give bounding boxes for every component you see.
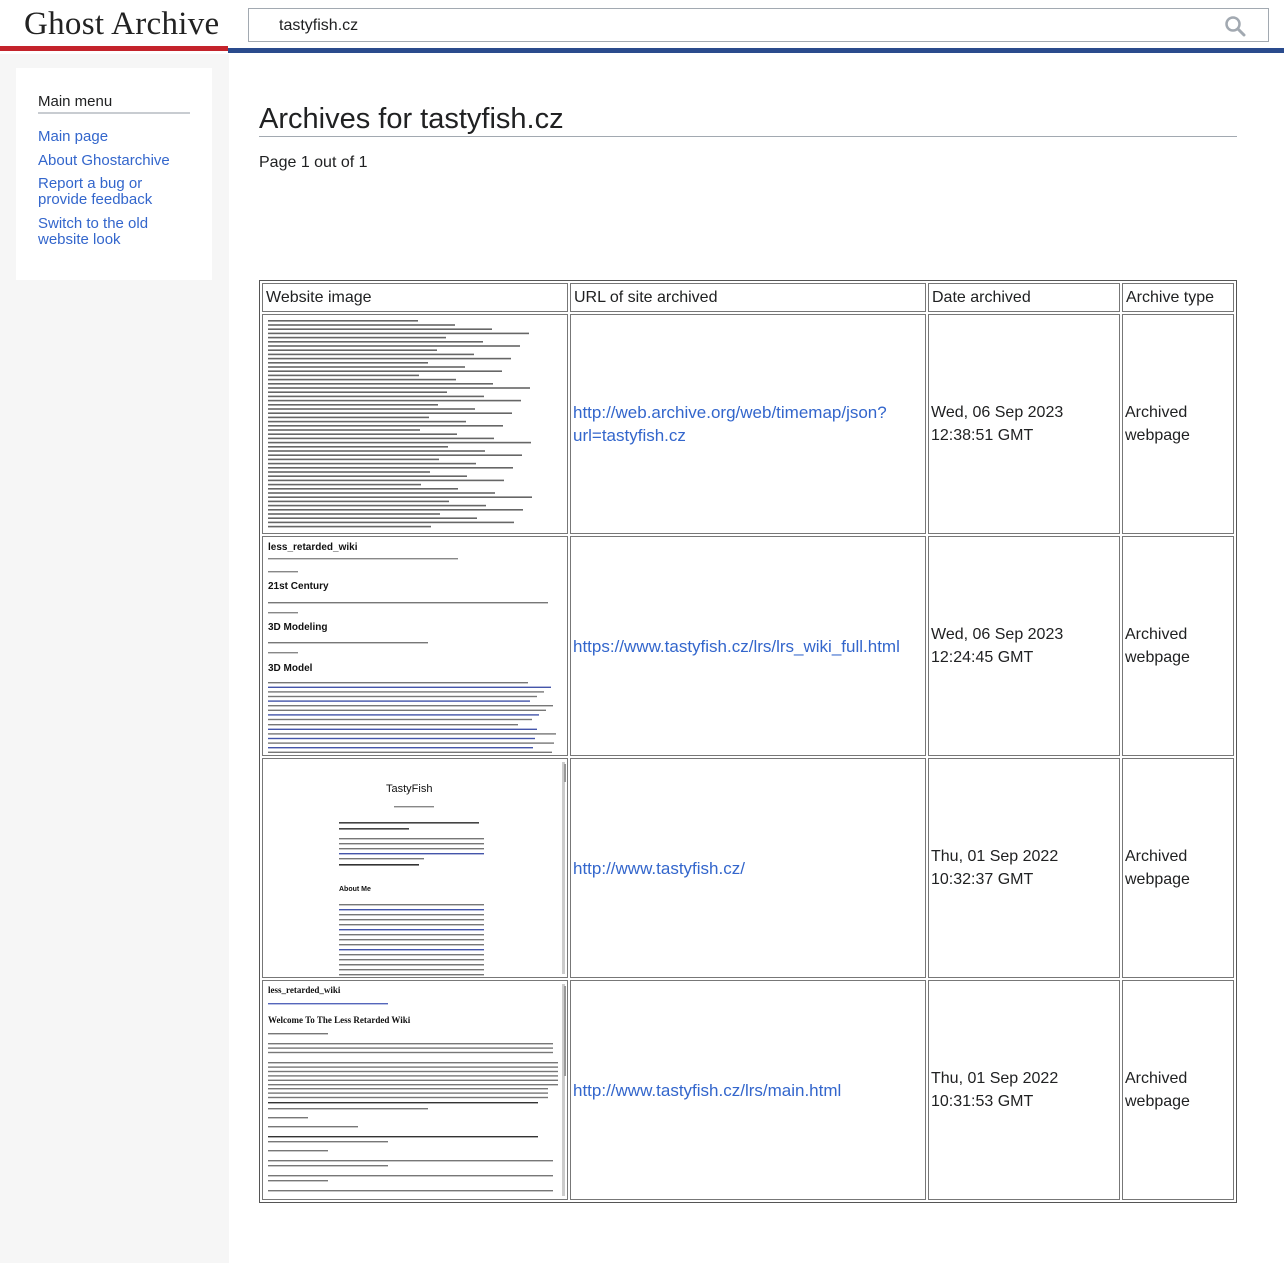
thumb-text-line (339, 954, 484, 955)
thumb-text-line (339, 909, 484, 910)
site-header (0, 0, 1284, 54)
thumb-text-line (339, 822, 479, 824)
thumb-wiki-title: less_retarded_wiki (268, 985, 341, 995)
thumb-text-line (339, 964, 484, 965)
thumb-text-line (394, 806, 434, 807)
thumb-text-line (268, 1165, 388, 1166)
thumb-text-line (268, 354, 474, 356)
thumb-text-line (268, 1117, 308, 1118)
url-cell (570, 758, 926, 978)
thumb-about-heading: About Me (339, 886, 371, 893)
thumb-text-line (268, 433, 457, 435)
thumb-text-line (268, 454, 522, 456)
thumb-text-line (339, 864, 419, 866)
thumb-text-line (268, 1102, 538, 1103)
thumb-text-line (339, 934, 484, 935)
thumb-text-line (268, 379, 456, 381)
thumb-text-line (268, 714, 539, 715)
logo-accent-bar (0, 46, 228, 51)
main-content (229, 54, 1284, 1263)
thumb-text-line (268, 370, 502, 372)
website-image-cell[interactable] (262, 314, 568, 534)
thumb-text-line (268, 442, 531, 444)
sidebar-item-old-look[interactable]: Switch to the old website look (38, 215, 149, 248)
table-row (262, 758, 1234, 978)
thumb-text-line (268, 396, 484, 398)
thumb-text-line (268, 1160, 553, 1161)
thumb-text-line (268, 738, 535, 739)
thumb-text-line (268, 438, 494, 440)
date-cell: Wed, 06 Sep 2023 12:38:51 GMT (928, 314, 1120, 534)
website-thumbnail[interactable] (264, 982, 566, 1198)
thumb-text-line (268, 733, 556, 734)
thumb-text-line (268, 571, 298, 572)
search-icon[interactable] (1224, 15, 1246, 37)
website-image-cell[interactable] (262, 758, 568, 978)
thumb-text-line (268, 488, 458, 490)
thumb-text-line (339, 959, 484, 960)
thumb-text-line (268, 1141, 388, 1142)
column-header-image: Website image (262, 283, 568, 312)
thumb-text-line (268, 509, 523, 511)
sidebar-item-main-page[interactable]: Main page (38, 128, 109, 145)
thumb-text-line (268, 1092, 548, 1093)
thumb-text-line (268, 471, 430, 473)
thumb-text-line (268, 1180, 328, 1181)
thumb-text-line (268, 696, 537, 697)
thumb-text-line (339, 939, 484, 940)
thumb-text-line (268, 496, 532, 498)
thumb-text-line (268, 719, 532, 720)
thumb-text-line (268, 417, 429, 419)
thumb-text-line (268, 1003, 388, 1004)
thumb-text-line (268, 358, 511, 360)
table-row (262, 980, 1234, 1200)
thumb-text-line (268, 400, 521, 402)
thumb-text-line (268, 412, 512, 414)
thumb-text-line (268, 682, 528, 683)
thumb-text-line (268, 687, 551, 688)
thumb-text-line (339, 838, 484, 839)
thumb-heading-2: 3D Modeling (268, 622, 328, 633)
thumb-text-line (268, 612, 298, 613)
archives-table (259, 280, 1237, 1203)
thumb-text-line (268, 1136, 538, 1137)
thumb-text-line (268, 742, 554, 743)
json-text-thumbnail (264, 316, 566, 532)
website-image-cell[interactable] (262, 980, 568, 1200)
table-row (262, 314, 1234, 534)
column-header-date: Date archived (928, 283, 1120, 312)
wiki-main-text-lines (264, 982, 566, 1198)
url-cell (570, 314, 926, 534)
thumb-text-line (268, 328, 492, 330)
thumb-text-line (268, 362, 428, 364)
thumb-text-line (268, 1062, 558, 1063)
thumb-text-line (268, 1126, 358, 1127)
thumb-text-line (268, 747, 533, 748)
thumb-text-line (268, 642, 428, 643)
thumb-text-line (268, 517, 477, 519)
thumb-text-line (268, 752, 552, 753)
thumb-text-line (339, 924, 484, 925)
thumb-text-line (268, 467, 513, 469)
thumb-text-line (339, 949, 484, 950)
thumb-text-line (268, 710, 546, 711)
thumb-text-line (268, 1084, 558, 1085)
thumb-text-line (268, 459, 439, 461)
archive-type-cell: Archived webpage (1122, 314, 1234, 534)
page-count: Page 1 out of 1 (259, 154, 368, 171)
thumb-text-line (339, 848, 484, 849)
thumb-site-title: TastyFish (386, 783, 433, 795)
sidebar-item-report-bug[interactable]: Report a bug or provide feedback (38, 175, 153, 208)
archived-url-link[interactable]: http://web.archive.org/web/timemap/json?url=tastyfish.cz (573, 403, 887, 445)
archived-url-link[interactable]: http://www.tastyfish.cz/ (573, 858, 745, 878)
thumb-text-line (268, 1150, 328, 1151)
thumb-text-line (268, 691, 544, 692)
thumb-text-line (268, 391, 447, 393)
thumb-text-line (268, 366, 465, 368)
thumb-text-line (268, 341, 483, 343)
thumb-heading-3: 3D Model (268, 663, 313, 674)
thumb-text-line (268, 1075, 558, 1076)
thumb-text-line (268, 526, 431, 528)
thumb-text-line (268, 724, 518, 725)
wiki-text-lines (264, 538, 566, 754)
thumb-text-line (268, 333, 529, 335)
thumb-wiki-title: less_retarded_wiki (268, 542, 358, 553)
thumb-text-line (268, 387, 530, 389)
thumb-text-line (562, 762, 565, 974)
thumb-text-line (339, 828, 409, 830)
thumb-text-line (339, 974, 484, 975)
column-header-url: URL of site archived (570, 283, 926, 312)
url-cell (570, 980, 926, 1200)
column-header-type: Archive type (1122, 283, 1234, 312)
thumb-text-line (268, 501, 449, 503)
thumb-text-line (268, 337, 446, 339)
thumb-text-line (339, 904, 484, 905)
thumb-text-line (268, 324, 455, 326)
thumb-text-line (268, 1047, 553, 1048)
homepage-text-lines (264, 760, 566, 976)
thumb-text-line (268, 1108, 428, 1109)
thumb-text-line (268, 705, 553, 706)
thumb-text-line (268, 492, 495, 494)
thumb-text-line (268, 1175, 553, 1176)
thumb-text-line (339, 919, 484, 920)
thumb-text-line (268, 484, 421, 486)
thumb-text-line (268, 1088, 548, 1089)
thumb-welcome-heading: Welcome To The Less Retarded Wiki (268, 1015, 411, 1025)
date-cell: Wed, 06 Sep 2023 12:24:45 GMT (928, 536, 1120, 756)
thumb-text-line (268, 404, 438, 406)
thumb-text-line (268, 1097, 548, 1098)
header-accent-bar (228, 48, 1284, 53)
table-header-row (262, 283, 1234, 312)
thumb-text-line (268, 1043, 553, 1044)
thumb-text-line (339, 969, 484, 970)
thumb-text-line (268, 408, 475, 410)
archive-type-cell: Archived webpage (1122, 980, 1234, 1200)
thumb-text-line (268, 522, 514, 524)
thumb-text-line (339, 858, 424, 859)
main-menu-heading: Main menu (38, 93, 190, 114)
site-logo[interactable]: Ghost Archive (24, 6, 220, 42)
table-row (262, 536, 1234, 756)
archive-type-cell: Archived webpage (1122, 536, 1234, 756)
thumb-text-line (268, 475, 467, 477)
thumb-text-line (268, 1080, 558, 1081)
thumb-text-line (268, 480, 504, 482)
thumb-text-line (268, 1071, 558, 1072)
archive-type-cell: Archived webpage (1122, 758, 1234, 978)
thumb-text-line (268, 345, 520, 347)
thumb-text-line (339, 843, 484, 844)
date-cell: Thu, 01 Sep 2022 10:31:53 GMT (928, 980, 1120, 1200)
thumb-text-line (268, 513, 440, 515)
thumb-text-line (268, 652, 298, 653)
url-cell (570, 536, 926, 756)
thumb-text-line (268, 729, 537, 730)
thumb-text-line (339, 914, 484, 915)
search-box[interactable] (248, 8, 1269, 42)
thumb-text-line (268, 450, 485, 452)
thumb-text-line (564, 764, 566, 782)
thumb-text-line (268, 429, 420, 431)
thumb-text-line (268, 463, 476, 465)
thumb-text-line (268, 1066, 558, 1067)
thumb-text-line (268, 421, 466, 423)
thumb-text-line (268, 425, 503, 427)
website-thumbnail[interactable] (264, 760, 566, 976)
website-image-cell[interactable] (262, 536, 568, 756)
thumb-text-line (339, 853, 484, 854)
thumb-text-line (268, 320, 418, 322)
sidebar (16, 68, 212, 280)
thumb-text-line (268, 558, 458, 559)
thumb-text-line (268, 1052, 553, 1053)
archived-url-link[interactable]: https://www.tastyfish.cz/lrs/lrs_wiki_full.html (573, 636, 900, 656)
thumb-text-line (268, 375, 419, 377)
thumb-text-line (268, 700, 530, 701)
date-cell: Thu, 01 Sep 2022 10:32:37 GMT (928, 758, 1120, 978)
archived-url-link[interactable]: http://www.tastyfish.cz/lrs/main.html (573, 1080, 842, 1100)
thumb-text-line (339, 929, 484, 930)
thumb-text-line (268, 505, 486, 507)
thumb-text-line (268, 446, 448, 448)
page-title: Archives for tastyfish.cz (259, 102, 1237, 137)
thumb-text-line (268, 349, 437, 351)
thumb-text-line (339, 944, 484, 945)
thumb-text-line (268, 383, 493, 385)
thumb-heading-1: 21st Century (268, 581, 329, 592)
thumb-text-line (268, 1033, 328, 1034)
thumb-text-line (564, 986, 566, 1076)
sidebar-item-about[interactable]: About Ghostarchive (38, 152, 170, 169)
thumb-text-line (268, 1190, 553, 1191)
thumb-text-line (268, 602, 548, 603)
search-input[interactable]: tastyfish.cz (279, 17, 359, 34)
website-thumbnail[interactable] (264, 538, 566, 754)
website-thumbnail[interactable] (264, 316, 566, 532)
